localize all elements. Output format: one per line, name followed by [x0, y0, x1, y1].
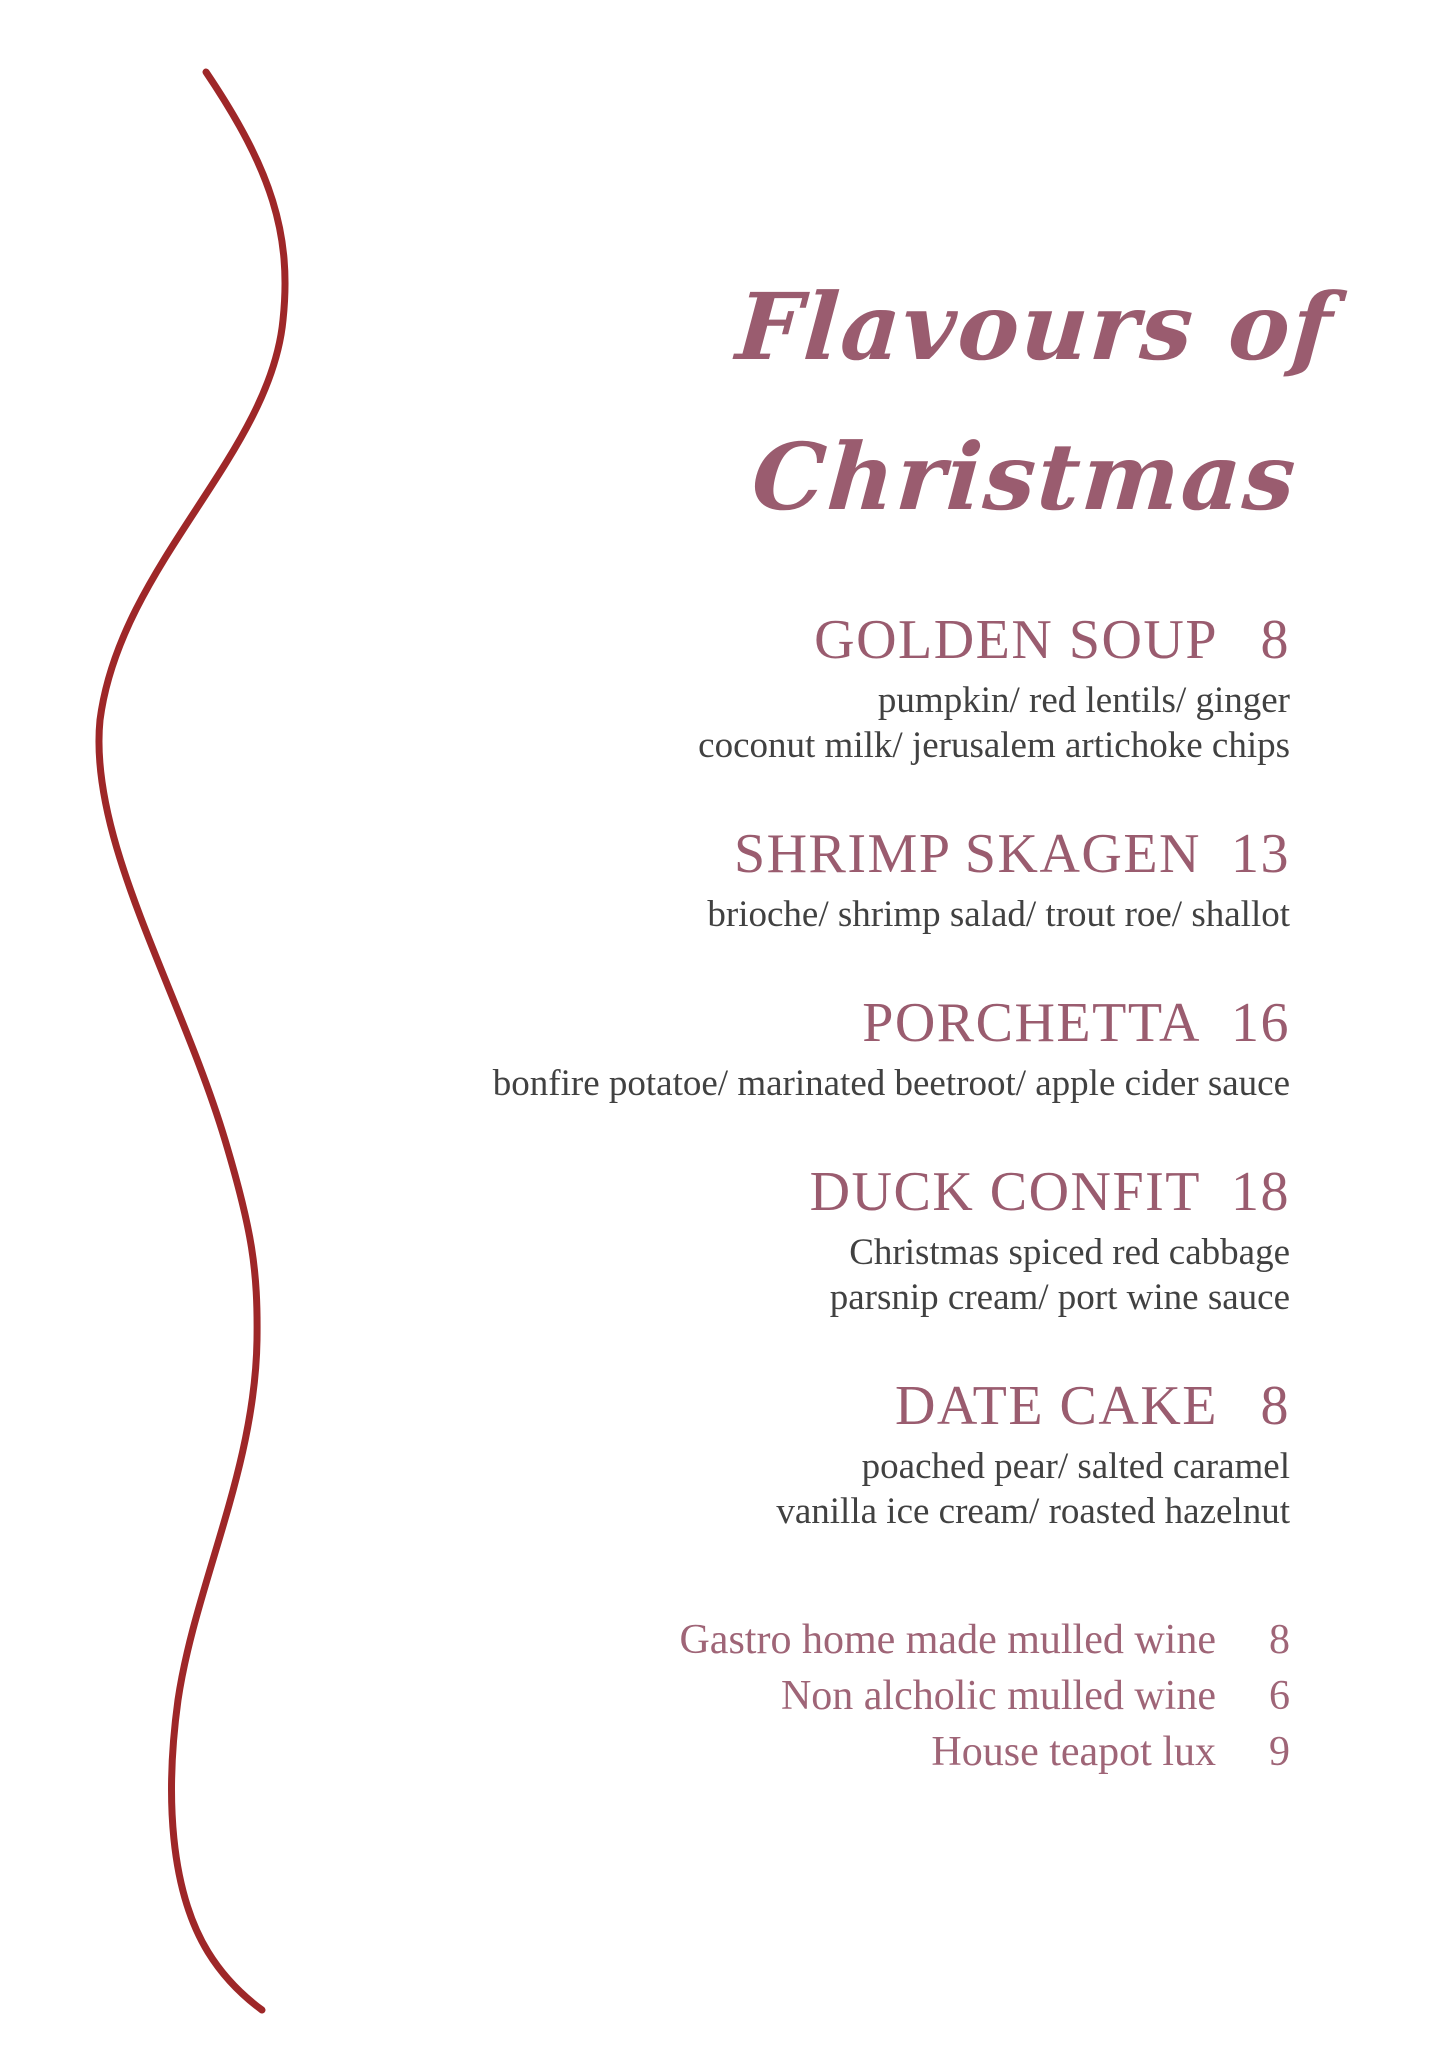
- item-price: 16: [1231, 992, 1290, 1054]
- item-desc-line: poached pear/ salted caramel: [861, 1446, 1290, 1487]
- menu-item: [150, 1158, 1290, 1320]
- drink-price: 8: [1269, 1617, 1290, 1663]
- item-desc-line: bonfire potatoe/ marinated beetroot/ apple cider sauce: [492, 1063, 1290, 1104]
- menu-title: [520, 252, 1448, 552]
- item-name: DUCK CONFIT: [809, 1161, 1201, 1223]
- item-descriptions: [150, 678, 1290, 768]
- drink-name: House teapot lux: [931, 1729, 1216, 1775]
- drink-name: Gastro home made mulled wine: [679, 1617, 1216, 1663]
- drink-item: [150, 1668, 1290, 1724]
- drinks-list: [150, 1612, 1290, 1780]
- item-desc-line: parsnip cream/ port wine sauce: [829, 1277, 1290, 1318]
- item-desc-line: coconut milk/ jerusalem artichoke chips: [698, 725, 1290, 766]
- menu-item: [150, 820, 1290, 937]
- item-name: GOLDEN SOUP: [814, 609, 1218, 671]
- item-desc-line: pumpkin/ red lentils/ ginger: [877, 680, 1290, 721]
- item-price: 8: [1260, 609, 1290, 671]
- item-heading: [150, 820, 1290, 888]
- item-heading: [150, 1158, 1290, 1226]
- item-name: DATE CAKE: [894, 1375, 1218, 1437]
- item-desc-line: Christmas spiced red cabbage: [849, 1232, 1290, 1273]
- drink-price: 9: [1269, 1729, 1290, 1775]
- item-descriptions: [150, 1061, 1290, 1106]
- menu-item: [150, 606, 1290, 768]
- menu-items: [150, 606, 1290, 1586]
- drink-name: Non alcholic mulled wine: [780, 1673, 1216, 1719]
- menu-title-line1: Flavours of: [733, 273, 1338, 381]
- drink-item: [150, 1612, 1290, 1668]
- item-name: SHRIMP SKAGEN: [733, 823, 1201, 885]
- item-descriptions: [150, 1444, 1290, 1534]
- item-heading: [150, 606, 1290, 674]
- item-desc-line: vanilla ice cream/ roasted hazelnut: [776, 1491, 1290, 1532]
- item-heading: [150, 989, 1290, 1057]
- menu-item: [150, 1372, 1290, 1534]
- item-heading: [150, 1372, 1290, 1440]
- item-price: 13: [1231, 823, 1290, 885]
- item-descriptions: [150, 892, 1290, 937]
- item-price: 8: [1260, 1375, 1290, 1437]
- drink-item: [150, 1724, 1290, 1780]
- menu-title-line2: Christmas: [748, 423, 1301, 531]
- drink-price: 6: [1269, 1673, 1290, 1719]
- item-price: 18: [1231, 1161, 1290, 1223]
- item-descriptions: [150, 1230, 1290, 1320]
- menu-item: [150, 989, 1290, 1106]
- item-name: PORCHETTA: [862, 992, 1201, 1054]
- item-desc-line: brioche/ shrimp salad/ trout roe/ shallot: [707, 894, 1290, 935]
